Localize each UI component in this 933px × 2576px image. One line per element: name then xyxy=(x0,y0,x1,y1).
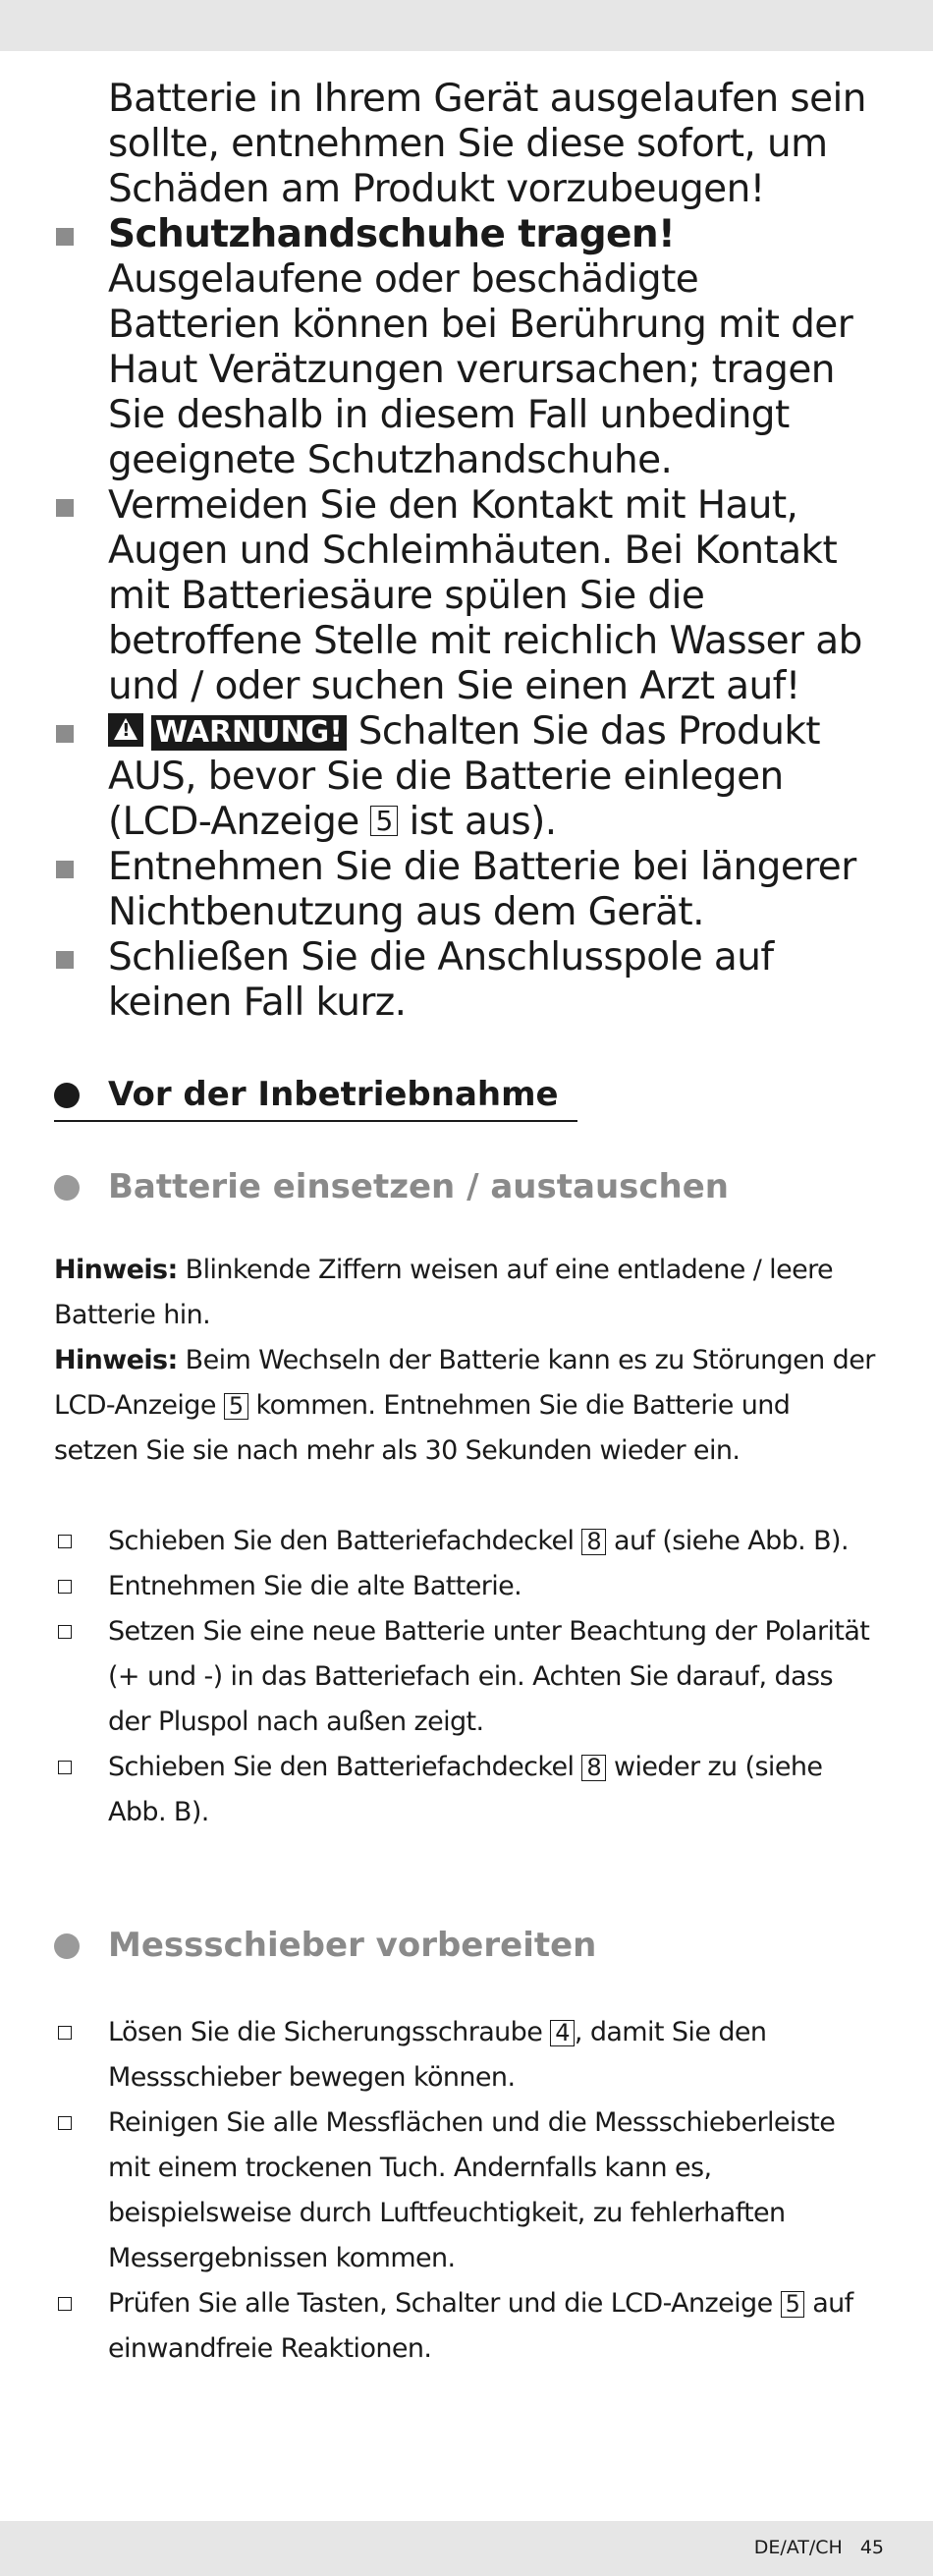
note-2-text-b: kommen. Entnehmen Sie die Batterie und setzen Sie sie nach mehr als 30 Sekunden wieder ein. xyxy=(54,1390,791,1466)
note-2-text-a: Beim Wechseln der Batterie kann es zu Störungen der LCD-Anzeige xyxy=(54,1345,875,1421)
safety-item-gloves xyxy=(54,212,879,483)
warning-badge: WARNUNG! xyxy=(151,715,347,751)
page-content xyxy=(54,77,879,2372)
note-1-label: Hinweis: xyxy=(54,1255,178,1285)
ref-number-box: 5 xyxy=(370,806,397,836)
step-text: Entnehmen Sie die alte Batterie. xyxy=(108,1571,522,1601)
gloves-title: Schutzhandschuhe tragen! xyxy=(108,212,676,256)
gloves-text: Ausgelaufene oder beschädigte Batterien können bei Berührung mit der Haut Verätzungen verursachen; tragen Sie deshalb in diesem Fall unbedingt geeignete Schutzhandschuhe. xyxy=(108,257,853,482)
checkbox-square-icon xyxy=(58,1625,72,1639)
battery-notes xyxy=(54,1248,879,1474)
square-bullet-icon xyxy=(56,951,74,969)
list-item xyxy=(54,1564,879,1609)
ref-number-box: 8 xyxy=(581,1755,606,1781)
warning-triangle-icon: ! xyxy=(108,713,143,747)
checkbox-square-icon xyxy=(58,1535,72,1548)
heading-battery-text: Batterie einsetzen / austauschen xyxy=(108,1167,730,1206)
safety-item-warning xyxy=(54,709,879,845)
remove-text: Entnehmen Sie die Batterie bei längerer Nichtbenutzung aus dem Gerät. xyxy=(108,845,856,934)
step-text: auf einwandfreie Reaktionen. xyxy=(108,2288,853,2364)
step-text: Reinigen Sie alle Messflächen und die Messschieberleiste mit einem trockenen Tuch. Andernfalls kann es, beispielsweise durch Luftfeuchtigkeit, zu fehlerhaften Messergebnissen kommen. xyxy=(108,2107,836,2273)
step-text: wieder zu (siehe Abb. B). xyxy=(108,1752,823,1827)
heading-prepare xyxy=(54,1920,879,1971)
short-text: Schließen Sie die Anschlusspole auf keinen Fall kurz. xyxy=(108,935,774,1025)
ref-number-box: 5 xyxy=(781,2291,805,2318)
page-footer xyxy=(754,2537,884,2558)
heading-battery xyxy=(54,1161,879,1212)
page-number: 45 xyxy=(859,2537,884,2558)
heading-before-use-text: Vor der Inbetriebnahme xyxy=(108,1075,559,1114)
list-item xyxy=(54,1519,879,1564)
list-item xyxy=(54,2100,879,2281)
contact-text: Vermeiden Sie den Kontakt mit Haut, Augen und Schleimhäuten. Bei Kontakt mit Batteriesäure spülen Sie die betroffene Stelle mit reichlich Wasser ab und / oder suchen Sie einen Arzt auf! xyxy=(108,483,862,708)
ref-number-box: 5 xyxy=(224,1393,248,1420)
step-text: Schieben Sie den Batteriefachdeckel xyxy=(108,1526,575,1556)
step-text: auf (siehe Abb. B). xyxy=(614,1526,849,1556)
heading-before-use xyxy=(54,1069,577,1122)
note-2 xyxy=(54,1338,879,1474)
ref-number-box: 4 xyxy=(550,2020,575,2046)
checkbox-square-icon xyxy=(58,1580,72,1594)
step-text: , damit Sie den Messschieber bewegen können. xyxy=(108,2017,767,2093)
square-bullet-icon xyxy=(56,228,74,246)
square-bullet-icon xyxy=(56,499,74,517)
step-text: Prüfen Sie alle Tasten, Schalter und die LCD-Anzeige xyxy=(108,2288,773,2319)
safety-list xyxy=(54,77,879,1026)
prepare-steps xyxy=(54,2010,879,2372)
top-margin-bar xyxy=(0,0,933,51)
step-text: Lösen Sie die Sicherungsschraube xyxy=(108,2017,543,2047)
square-bullet-icon xyxy=(56,861,74,878)
checkbox-square-icon xyxy=(58,2026,72,2040)
note-1 xyxy=(54,1248,879,1338)
step-text: Schieben Sie den Batteriefachdeckel xyxy=(108,1752,575,1782)
note-1-text: Blinkende Ziffern weisen auf eine entladene / leere Batterie hin. xyxy=(54,1255,834,1330)
warning-text-a: Schalten Sie das Produkt AUS, bevor Sie die Batterie einlegen (LCD-Anzeige xyxy=(108,709,820,844)
safety-continuation: Batterie in Ihrem Gerät ausgelaufen sein sollte, entnehmen Sie diese sofort, um Schäden am Produkt vorzubeugen! xyxy=(108,77,866,211)
filled-circle-icon xyxy=(54,1083,80,1108)
checkbox-square-icon xyxy=(58,1761,72,1774)
checkbox-square-icon xyxy=(58,2116,72,2130)
list-item xyxy=(54,2010,879,2100)
safety-item-contact xyxy=(54,483,879,709)
safety-item-short xyxy=(54,935,879,1026)
gray-circle-icon xyxy=(54,1175,80,1201)
square-bullet-icon xyxy=(56,725,74,743)
list-item xyxy=(54,1745,879,1835)
list-item xyxy=(54,1609,879,1745)
gray-circle-icon xyxy=(54,1933,80,1959)
safety-item-remove xyxy=(54,845,879,935)
step-text: Setzen Sie eine neue Batterie unter Beachtung der Polarität (+ und -) in das Batteriefach ein. Achten Sie darauf, dass der Pluspol nach außen zeigt. xyxy=(108,1616,870,1737)
heading-prepare-text: Messschieber vorbereiten xyxy=(108,1926,597,1965)
checkbox-square-icon xyxy=(58,2297,72,2311)
list-item xyxy=(54,2281,879,2372)
ref-number-box: 8 xyxy=(581,1529,606,1555)
note-2-label: Hinweis: xyxy=(54,1345,178,1375)
footer-region: DE/AT/CH xyxy=(753,2537,843,2558)
warning-text-b: ist aus). xyxy=(409,800,557,844)
battery-steps xyxy=(54,1519,879,1835)
